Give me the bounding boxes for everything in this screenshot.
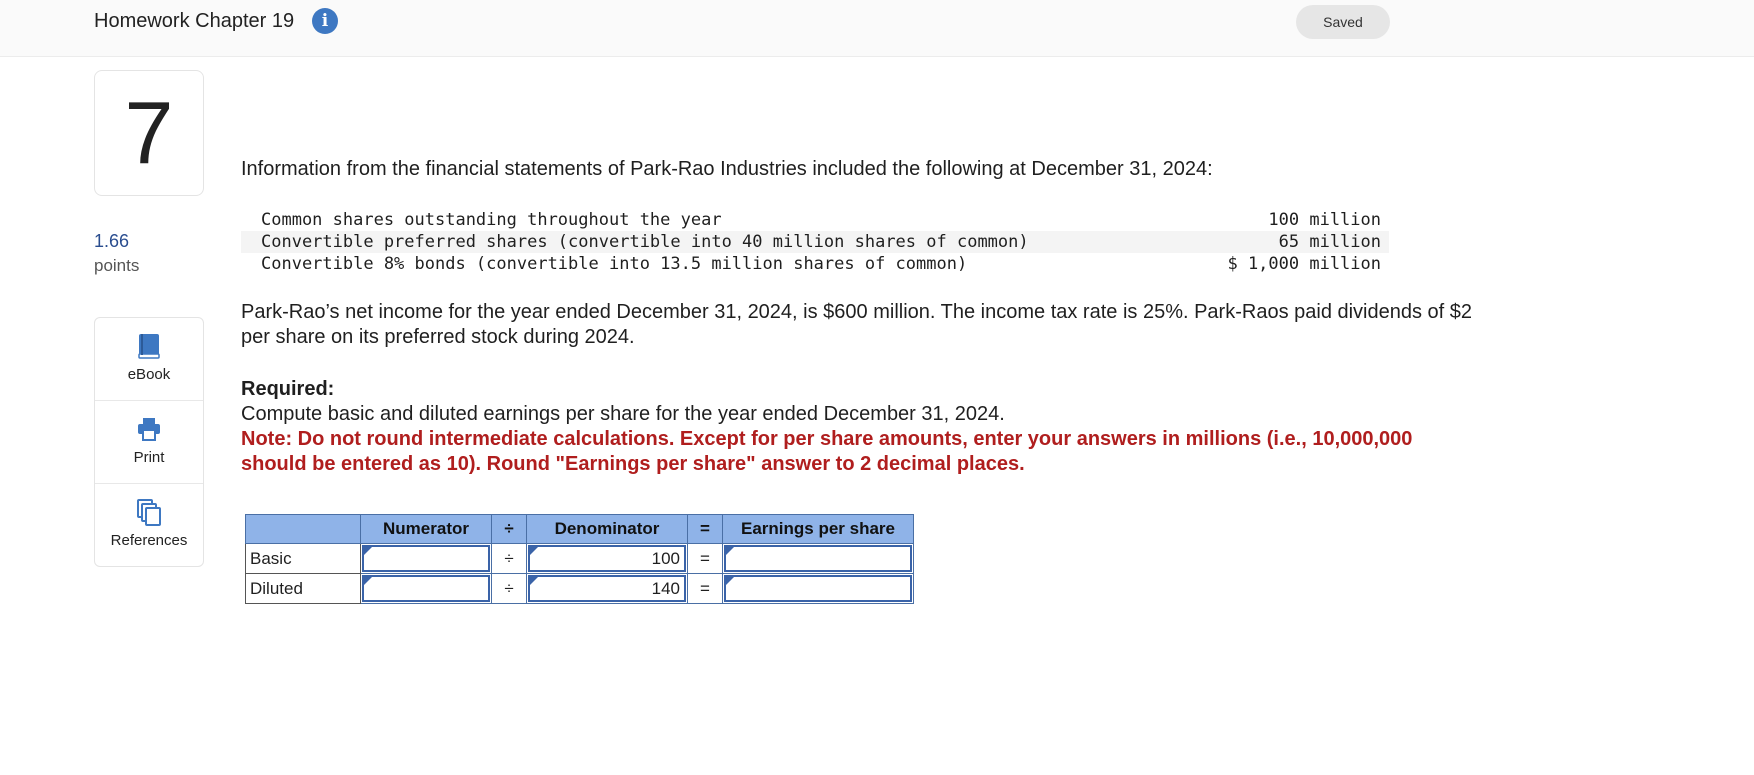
row-label: Basic xyxy=(246,544,361,574)
financial-row xyxy=(241,209,1389,231)
header-denominator: Denominator xyxy=(527,515,688,544)
equals-sign: = xyxy=(688,544,723,574)
financial-label: Common shares outstanding throughout the year xyxy=(261,210,722,230)
printer-icon xyxy=(136,415,162,443)
financial-value: 100 million xyxy=(1268,210,1381,230)
divide-sign: ÷ xyxy=(492,574,527,604)
instruction-note: Note: Do not round intermediate calculations. Except for per share amounts, enter your answers in millions (i.e., 10,000,000 should be entered as 10). Round "Earnings per share" answer to 2 decimal places. xyxy=(241,428,1413,475)
header-blank xyxy=(246,515,361,544)
header-eps: Earnings per share xyxy=(723,515,914,544)
print-button[interactable] xyxy=(95,400,203,483)
header-equals: = xyxy=(688,515,723,544)
equals-sign: = xyxy=(688,574,723,604)
basic-eps-input[interactable] xyxy=(724,545,912,572)
tools-panel xyxy=(94,317,204,567)
financial-value: 65 million xyxy=(1278,232,1381,252)
financial-label: Convertible 8% bonds (convertible into 13.5 million shares of common) xyxy=(261,254,968,274)
eps-header-row xyxy=(246,515,914,544)
table-row xyxy=(246,574,914,604)
financial-value: $ 1,000 million xyxy=(1227,254,1381,274)
header-divide: ÷ xyxy=(492,515,527,544)
diluted-numerator-input[interactable] xyxy=(362,575,490,602)
book-icon xyxy=(136,332,162,360)
divide-sign: ÷ xyxy=(492,544,527,574)
ebook-label: eBook xyxy=(127,366,171,383)
basic-denominator-input[interactable]: 100 xyxy=(528,545,686,572)
financial-info-table xyxy=(241,209,1389,275)
table-row xyxy=(246,544,914,574)
references-icon xyxy=(136,498,162,526)
diluted-denominator-input[interactable]: 140 xyxy=(528,575,686,602)
required-text: Compute basic and diluted earnings per share for the year ended December 31, 2024. xyxy=(241,403,1005,425)
points-label: points xyxy=(94,256,140,275)
points-value: 1.66 xyxy=(94,231,130,251)
references-label: References xyxy=(110,532,188,549)
header-numerator: Numerator xyxy=(361,515,492,544)
info-icon[interactable]: i xyxy=(312,8,338,34)
top-header xyxy=(0,0,1754,57)
question-number: 7 xyxy=(94,70,204,196)
problem-paragraph: Park-Rao’s net income for the year ended December 31, 2024, is $600 million. The income tax rate is 25%. Park-Raos paid dividends of $2 per share on its preferred stock during 2024. xyxy=(241,301,1473,348)
references-button[interactable] xyxy=(95,483,203,566)
required-heading: Required: xyxy=(241,378,335,400)
financial-row xyxy=(241,231,1389,253)
diluted-eps-input[interactable] xyxy=(724,575,912,602)
assignment-title: Homework Chapter 19 xyxy=(94,10,295,32)
saved-status-badge: Saved xyxy=(1296,5,1390,39)
eps-answer-table xyxy=(245,514,914,604)
row-label: Diluted xyxy=(246,574,361,604)
financial-label: Convertible preferred shares (convertible into 40 million shares of common) xyxy=(261,232,1029,252)
financial-row xyxy=(241,253,1389,275)
intro-text: Information from the financial statements of Park-Rao Industries included the following at December 31, 2024: xyxy=(241,158,1213,180)
print-label: Print xyxy=(133,449,165,466)
basic-numerator-input[interactable] xyxy=(362,545,490,572)
ebook-button[interactable] xyxy=(95,318,203,400)
